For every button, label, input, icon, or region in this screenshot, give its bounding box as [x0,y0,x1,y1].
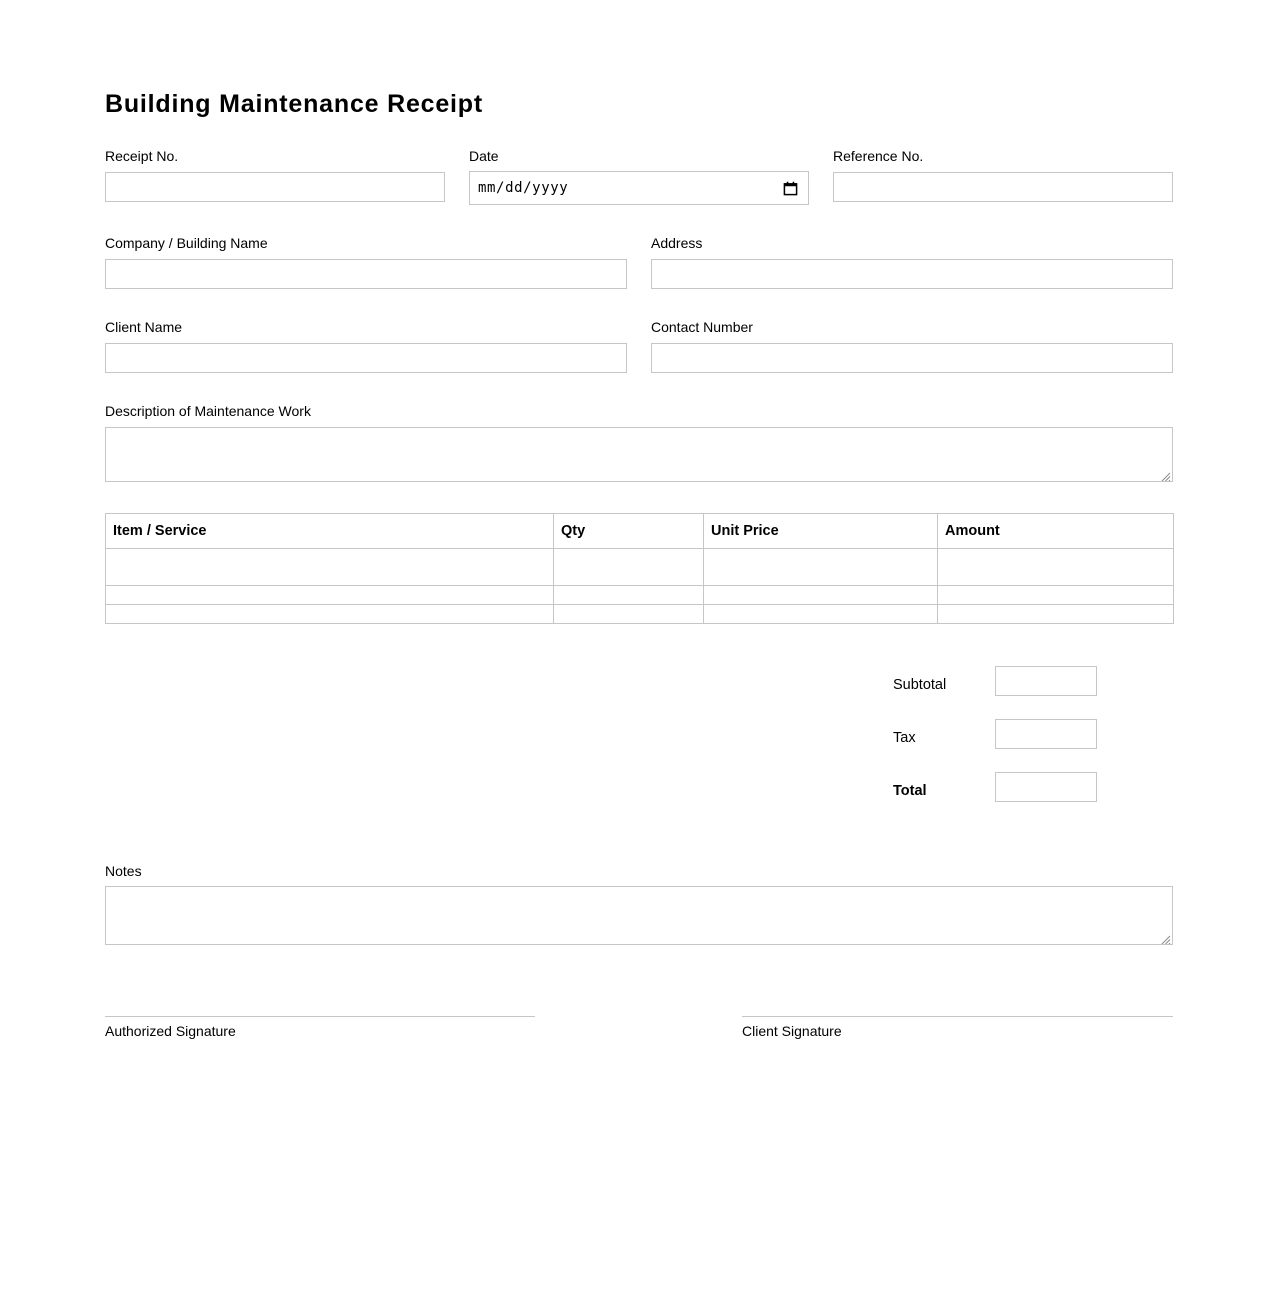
cell-item-service[interactable] [106,605,554,624]
date-input[interactable] [469,171,809,205]
unit-price-input-3[interactable] [704,605,937,623]
cell-qty[interactable] [554,549,704,586]
resize-grip-icon [1160,469,1171,480]
column-header-amount: Amount [938,514,1174,549]
amount-input-1[interactable] [938,549,1173,585]
cell-item-service[interactable] [106,586,554,605]
description-textarea[interactable] [105,427,1173,482]
authorized-signature-line [105,1016,535,1017]
contact-number-label: Contact Number [651,319,753,335]
table-header-row [106,514,1174,549]
subtotal-row [885,662,1173,715]
tax-input[interactable] [995,719,1097,749]
item-service-input-3[interactable] [106,605,553,623]
amount-input-2[interactable] [938,586,1173,604]
calendar-icon[interactable] [783,181,798,196]
qty-input-1[interactable] [554,549,703,585]
address-label: Address [651,235,703,251]
cell-amount[interactable] [938,586,1174,605]
table-row [106,605,1174,624]
authorized-signature-label: Authorized Signature [105,1023,236,1039]
table-row [106,549,1174,586]
cell-unit-price[interactable] [704,605,938,624]
column-header-item-service: Item / Service [106,514,554,549]
notes-label: Notes [105,863,142,879]
unit-price-input-2[interactable] [704,586,937,604]
cell-amount[interactable] [938,605,1174,624]
reference-no-input[interactable] [833,172,1173,202]
tax-label: Tax [893,730,916,746]
table-row [106,586,1174,605]
date-placeholder-text: mm/dd/yyyy [478,180,569,196]
notes-textarea[interactable] [105,886,1173,945]
qty-input-2[interactable] [554,586,703,604]
cell-amount[interactable] [938,549,1174,586]
total-input[interactable] [995,772,1097,802]
column-header-qty: Qty [554,514,704,549]
cell-item-service[interactable] [106,549,554,586]
description-label: Description of Maintenance Work [105,403,311,419]
items-table [105,513,1174,624]
subtotal-input[interactable] [995,666,1097,696]
totals-block [885,662,1173,821]
client-name-label: Client Name [105,319,183,335]
total-row [885,768,1173,821]
qty-input-3[interactable] [554,605,703,623]
cell-unit-price[interactable] [704,586,938,605]
amount-input-3[interactable] [938,605,1173,623]
resize-grip-icon [1160,932,1171,943]
client-name-input[interactable] [105,343,627,373]
receipt-no-label: Receipt No. [105,148,179,164]
company-building-name-label: Company / Building Name [105,235,268,251]
cell-unit-price[interactable] [704,549,938,586]
reference-no-label: Reference No. [833,148,924,164]
cell-qty[interactable] [554,605,704,624]
client-signature-label: Client Signature [742,1023,842,1039]
item-service-input-1[interactable] [106,549,553,585]
page-title: Building Maintenance Receipt [105,90,484,118]
company-building-name-input[interactable] [105,259,627,289]
client-signature-line [742,1016,1173,1017]
tax-row [885,715,1173,768]
item-service-input-2[interactable] [106,586,553,604]
address-input[interactable] [651,259,1173,289]
unit-price-input-1[interactable] [704,549,937,585]
contact-number-input[interactable] [651,343,1173,373]
cell-qty[interactable] [554,586,704,605]
subtotal-label: Subtotal [893,677,947,693]
column-header-unit-price: Unit Price [704,514,938,549]
receipt-no-input[interactable] [105,172,445,202]
date-label: Date [469,148,499,164]
total-label: Total [893,783,927,799]
